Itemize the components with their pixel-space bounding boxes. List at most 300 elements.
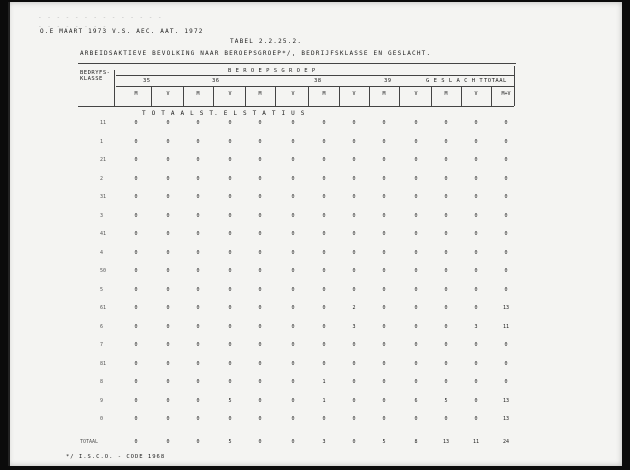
table-cell: 0 [322,268,326,274]
table-cell: 0 [196,194,200,200]
total-cell: 0 [291,439,295,445]
table-cell: 0 [382,305,386,311]
table-cell: 0 [322,194,326,200]
table-cell: 0 [382,231,386,237]
total-cell: 0 [166,439,170,445]
column-separator [339,87,340,106]
table-cell: 0 [291,416,295,422]
table-cell: 0 [258,360,262,367]
row-header-label: BEDRYFS-KLASSE [80,70,111,82]
table-cell: 0 [166,397,170,404]
group-number-35: 35 [143,78,151,84]
column-separator [308,87,309,106]
table-cell: 0 [504,120,508,126]
sub-header-0: M [134,91,138,97]
table-cell: 0 [504,157,508,163]
table-cell: 0 [291,379,295,385]
column-separator [183,87,184,106]
table-cell: 0 [258,212,262,219]
table-cell: 0 [166,175,170,182]
table-cell: 0 [291,397,295,404]
sub-header-10: M [444,91,448,97]
table-cell: 0 [134,416,138,422]
table-cell: 0 [444,323,448,330]
table-cell: 0 [322,286,326,293]
row-label: 61 [100,305,107,311]
table-cell: 0 [258,194,262,200]
table-cell: 0 [196,397,200,404]
table-cell: 0 [474,249,478,256]
table-cell: 0 [382,379,386,385]
group-number-39: 39 [384,78,392,84]
total-cell: 5 [228,439,232,445]
table-cell: 0 [382,286,386,293]
table-cell: 0 [474,194,478,200]
table-cell: 0 [444,268,448,274]
table-cell: 5 [228,397,232,404]
table-cell: 0 [414,342,418,348]
table-cell: 5 [444,397,448,404]
table-cell: 0 [504,175,508,182]
table-cell: 0 [382,138,386,145]
table-cell: 6 [414,397,418,404]
table-cell: 0 [322,323,326,330]
table-cell: 0 [166,231,170,237]
table-cell: 0 [414,416,418,422]
table-cell: 0 [228,212,232,219]
table-cell: 0 [414,138,418,145]
table-cell: 0 [166,212,170,219]
subheader-rule [116,86,514,87]
table-cell: 0 [134,342,138,348]
table-cell: 0 [228,249,232,256]
bleed-through-text: - - - - - - - - - - - - - - [38,14,163,21]
table-cell: 0 [228,231,232,237]
table-cell: 0 [134,194,138,200]
total-cell: 3 [322,439,326,445]
table-cell: 0 [196,212,200,219]
table-cell: 0 [196,268,200,274]
row-label: 21 [100,157,107,163]
table-cell: 0 [166,323,170,330]
table-cell: 0 [382,212,386,219]
table-cell: 0 [382,249,386,256]
table-cell: 1 [322,397,326,404]
table-cell: 0 [474,231,478,237]
row-label: 6 [100,323,104,330]
table-right-rule [514,66,515,106]
table-cell: 0 [444,286,448,293]
table-cell: 0 [134,397,138,404]
table-cell: 0 [352,175,356,182]
table-cell: 0 [258,379,262,385]
table-cell: 0 [322,212,326,219]
table-cell: 13 [502,397,510,404]
table-cell: 0 [166,157,170,163]
row-label: 31 [100,194,107,200]
table-cell: 0 [134,286,138,293]
table-cell: 0 [322,120,326,126]
table-cell: 0 [228,379,232,385]
table-cell: 0 [291,194,295,200]
sub-header-11: V [474,91,478,97]
table-cell: 0 [196,138,200,145]
table-cell: 0 [228,305,232,311]
section-title: T O T A A L S T. E L S T A T I U S [142,110,306,117]
table-cell: 0 [134,138,138,145]
column-separator [461,87,462,106]
row-label: 4 [100,249,104,256]
table-cell: 0 [228,157,232,163]
document-line1: O.E MAART 1973 V.S. AEC. AAT. 1972 [40,28,204,35]
table-cell: 0 [504,231,508,237]
table-cell: 0 [258,323,262,330]
table-cell: 0 [352,249,356,256]
column-separator [431,87,432,106]
table-cell: 0 [166,120,170,126]
table-cell: 0 [352,212,356,219]
table-cell: 0 [352,138,356,145]
table-cell: 0 [196,286,200,293]
table-cell: 0 [228,175,232,182]
table-cell: 0 [444,212,448,219]
table-cell: 0 [474,342,478,348]
table-cell: 0 [474,360,478,367]
table-cell: 3 [474,323,478,330]
total-cell: 0 [196,439,200,445]
row-label: 7 [100,342,104,348]
table-cell: 0 [291,360,295,367]
total-row-label: TOTAAL [80,439,99,445]
table-cell: 0 [134,360,138,367]
table-cell: 0 [166,286,170,293]
sub-header-5: V [291,91,295,97]
table-cell: 0 [228,268,232,274]
table-cell: 0 [414,194,418,200]
table-cell: 2 [352,305,356,311]
bleed-through-text-2: - - - - - - - - [38,23,108,30]
table-cell: 0 [352,416,356,422]
row-label: 0 [100,416,104,422]
table-cell: 0 [291,249,295,256]
table-cell: 0 [258,157,262,163]
table-cell: 0 [196,379,200,385]
sub-header-4: M [258,91,262,97]
table-cell: 0 [196,342,200,348]
sub-header-7: V [352,91,356,97]
total-cell: 0 [258,439,262,445]
table-cell: 0 [322,342,326,348]
table-cell: 0 [228,342,232,348]
table-cell: 0 [414,120,418,126]
table-cell: 0 [474,379,478,385]
table-cell: 0 [196,175,200,182]
table-cell: 0 [474,212,478,219]
table-header-bottom-rule [78,106,514,107]
table-cell: 0 [134,157,138,163]
table-cell: 0 [352,157,356,163]
table-cell: 0 [134,212,138,219]
table-cell: 0 [352,360,356,367]
scanned-page [8,2,622,466]
column-separator [369,87,370,106]
table-cell: 0 [322,305,326,311]
table-cell: 0 [291,286,295,293]
total-cell: 8 [414,439,418,445]
table-cell: 0 [504,286,508,293]
table-cell: 0 [228,416,232,422]
table-cell: 0 [322,416,326,422]
table-cell: 0 [382,157,386,163]
table-cell: 0 [414,379,418,385]
total-cell: 24 [502,439,510,445]
table-cell: 0 [291,305,295,311]
table-cell: 0 [258,120,262,126]
table-cell: 0 [444,157,448,163]
sub-header-12: M+V [501,91,511,97]
table-cell: 0 [166,360,170,367]
table-cell: 0 [444,175,448,182]
table-cell: 0 [322,157,326,163]
table-cell: 0 [444,249,448,256]
table-cell: 0 [258,286,262,293]
table-cell: 0 [291,175,295,182]
row-label: 81 [100,360,107,367]
sub-header-8: M [382,91,386,97]
table-cell: 0 [382,194,386,200]
table-number: TABEL 2.2.25.2. [230,38,303,45]
column-separator [151,87,152,106]
table-cell: 0 [291,212,295,219]
table-cell: 0 [134,379,138,385]
sub-header-2: M [196,91,200,97]
table-cell: 0 [504,138,508,145]
table-cell: 0 [258,416,262,422]
table-cell: 0 [322,175,326,182]
table-cell: 0 [414,175,418,182]
table-cell: 0 [444,360,448,367]
total-cell: 5 [382,439,386,445]
table-cell: 0 [291,120,295,126]
table-cell: 0 [228,360,232,367]
group-number-38: 38 [314,78,322,84]
table-cell: 0 [382,268,386,274]
row-label: 50 [100,268,107,274]
table-cell: 0 [291,138,295,145]
table-cell: 0 [166,305,170,311]
row-label: 41 [100,231,107,237]
table-cell: 0 [352,268,356,274]
table-cell: 0 [258,138,262,145]
group-rule [116,75,514,76]
table-cell: 0 [166,249,170,256]
table-cell: 0 [228,286,232,293]
column-separator [399,87,400,106]
table-cell: 3 [352,323,356,330]
table-cell: 0 [504,268,508,274]
table-cell: 0 [444,138,448,145]
table-cell: 0 [166,194,170,200]
table-cell: 0 [228,138,232,145]
sub-header-3: V [228,91,232,97]
table-cell: 0 [166,138,170,145]
table-cell: 0 [258,305,262,311]
table-cell: 0 [291,268,295,274]
sub-header-9: V [414,91,418,97]
column-separator [275,87,276,106]
table-cell: 0 [444,342,448,348]
table-cell: 0 [196,416,200,422]
table-cell: 0 [258,397,262,404]
table-cell: 0 [474,305,478,311]
table-cell: 0 [352,120,356,126]
table-cell: 0 [414,323,418,330]
sub-header-1: V [166,91,170,97]
table-cell: 0 [291,323,295,330]
table-cell: 0 [134,120,138,126]
table-cell: 0 [474,175,478,182]
table-cell: 0 [352,194,356,200]
table-cell: 0 [352,379,356,385]
table-cell: 0 [382,416,386,422]
table-cell: 0 [414,360,418,367]
table-cell: 0 [228,194,232,200]
table-cell: 0 [258,231,262,237]
table-cell: 0 [258,175,262,182]
row-label: 9 [100,397,104,404]
total-cell: 0 [134,439,138,445]
table-cell: 0 [504,360,508,367]
table-cell: 0 [196,157,200,163]
beroepsgroep-title: B E R O E P S G R O E P [228,68,316,74]
table-cell: 0 [196,231,200,237]
table-cell: 0 [196,323,200,330]
table-cell: 0 [382,323,386,330]
table-cell: 0 [474,397,478,404]
table-cell: 0 [504,379,508,385]
row-label: 3 [100,212,104,219]
table-cell: 0 [382,120,386,126]
footnote: */ I.S.C.O. - CODE 1968 [66,454,166,460]
row-label: 1 [100,138,104,145]
row-label: 5 [100,286,104,293]
table-cell: 0 [228,323,232,330]
table-cell: 0 [352,231,356,237]
row-label: 2 [100,175,104,182]
column-separator [245,87,246,106]
table-cell: 0 [444,231,448,237]
table-cell: 0 [322,360,326,367]
table-cell: 0 [382,360,386,367]
row-header-divider [114,70,115,106]
table-cell: 0 [474,286,478,293]
table-cell: 0 [166,268,170,274]
column-separator [491,87,492,106]
row-label: 11 [100,120,107,126]
table-cell: 0 [414,157,418,163]
table-cell: 0 [166,379,170,385]
table-cell: 0 [196,305,200,311]
sub-header-6: M [322,91,326,97]
page-edge-shadow [8,2,10,466]
total-cell: 13 [442,439,450,445]
table-cell: 0 [134,268,138,274]
table-cell: 0 [444,194,448,200]
total-cell: 11 [472,439,480,445]
table-cell: 0 [382,397,386,404]
table-cell: 0 [382,342,386,348]
table-cell: 0 [196,120,200,126]
row-label: 8 [100,379,104,385]
table-cell: 0 [134,231,138,237]
table-cell: 0 [474,416,478,422]
table-cell: 0 [291,342,295,348]
table-cell: 0 [322,249,326,256]
table-cell: 0 [474,157,478,163]
table-cell: 0 [134,305,138,311]
table-cell: 0 [474,138,478,145]
table-cell: 0 [382,175,386,182]
table-cell: 11 [502,323,510,330]
table-cell: 0 [322,138,326,145]
table-cell: 0 [414,268,418,274]
table-cell: 0 [414,212,418,219]
table-cell: 0 [228,120,232,126]
table-cell: 0 [134,249,138,256]
table-cell: 0 [504,342,508,348]
table-cell: 0 [134,323,138,330]
table-cell: 0 [352,342,356,348]
table-cell: 0 [258,249,262,256]
table-cell: 0 [414,305,418,311]
table-cell: 0 [134,175,138,182]
table-cell: 0 [414,249,418,256]
geslacht-label: G E S L A C H T [426,78,484,84]
table-cell: 0 [352,397,356,404]
column-separator [213,87,214,106]
table-cell: 0 [166,342,170,348]
group-number-36: 36 [212,78,220,84]
table-cell: 0 [322,231,326,237]
table-cell: 0 [258,268,262,274]
table-cell: 0 [166,416,170,422]
table-cell: 0 [504,212,508,219]
table-cell: 0 [414,231,418,237]
table-cell: 0 [414,286,418,293]
table-cell: 0 [444,416,448,422]
table-cell: 0 [444,379,448,385]
table-cell: 0 [291,157,295,163]
table-subtitle: ARBEIDSAKTIEVE BEVOLKING NAAR BEROEPSGROEP*/, BEDRIJFSKLASSE EN GESLACHT. [80,50,432,57]
table-cell: 0 [196,249,200,256]
table-cell: 0 [474,268,478,274]
table-cell: 0 [504,249,508,256]
table-cell: 0 [444,305,448,311]
table-top-rule [78,63,516,64]
table-cell: 1 [322,379,326,385]
table-cell: 13 [502,416,510,422]
table-cell: 13 [502,305,510,311]
table-cell: 0 [258,342,262,348]
totaal-label: TOTAAL [484,78,507,84]
table-cell: 0 [196,360,200,367]
table-cell: 0 [291,231,295,237]
table-cell: 0 [504,194,508,200]
table-cell: 0 [474,120,478,126]
total-cell: 0 [352,439,356,445]
table-cell: 0 [352,286,356,293]
table-cell: 0 [444,120,448,126]
